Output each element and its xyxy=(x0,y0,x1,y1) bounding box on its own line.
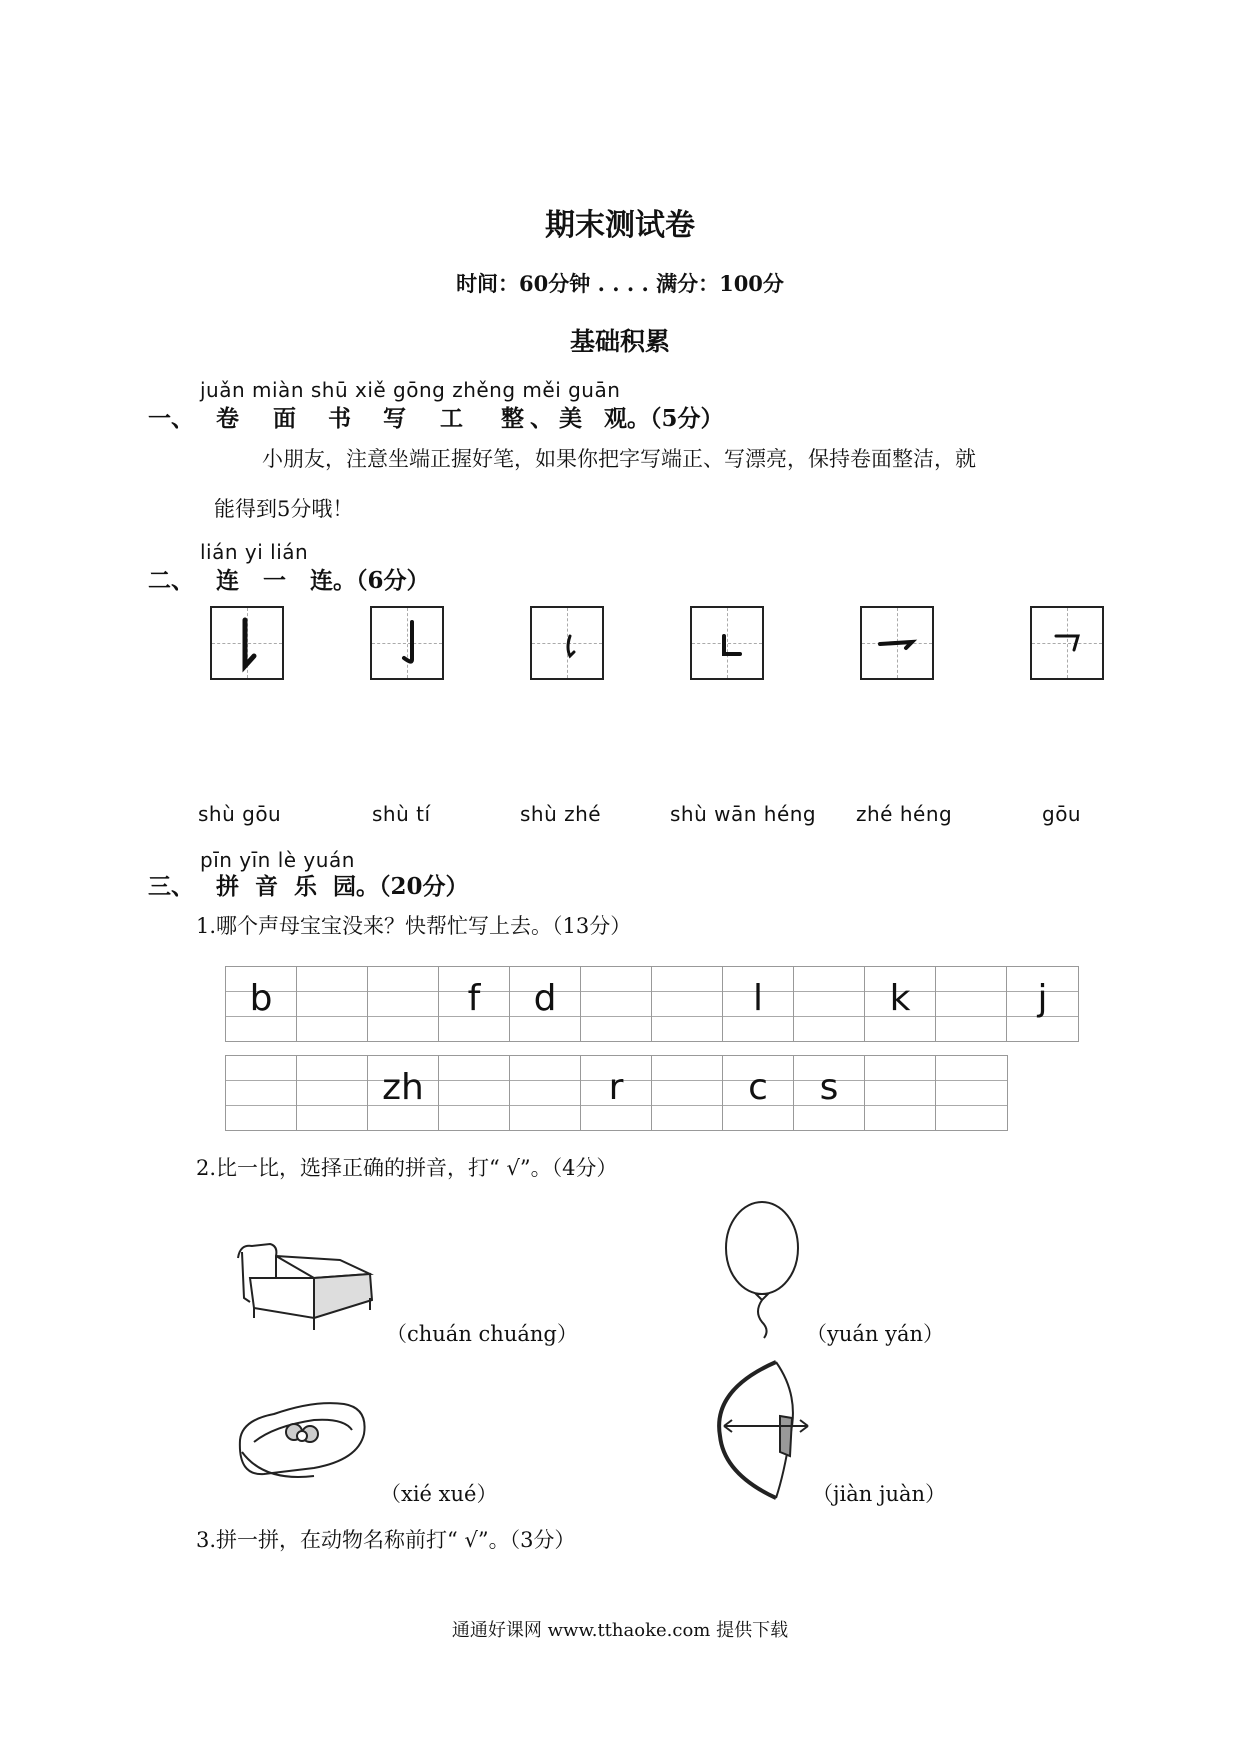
q3-char: 音 xyxy=(255,873,278,900)
pinyin-grid-row-2 xyxy=(225,1055,1008,1131)
q3-sub2: 2.比一比，选择正确的拼音，打“ √”。（4分） xyxy=(196,1156,618,1180)
grid-cell[interactable]: d xyxy=(510,967,581,1041)
stroke-heng-gou-icon xyxy=(862,608,936,682)
q2-char: 连 xyxy=(216,567,239,594)
stroke-shu-gou-icon xyxy=(372,608,446,682)
q3-title xyxy=(148,868,469,901)
grid-cell[interactable] xyxy=(510,1056,581,1130)
stroke-box[interactable] xyxy=(210,606,284,680)
q3-score: 。（20分） xyxy=(356,873,469,900)
stroke-box[interactable] xyxy=(1030,606,1104,680)
stroke-name[interactable]: zhé héng xyxy=(856,802,953,826)
q3-char: 乐 xyxy=(294,873,317,900)
q1-pinyin: juǎn miàn shū xiě gōng zhěng měi guān xyxy=(200,378,621,402)
q2-number: 二、 xyxy=(148,567,194,594)
stroke-shu-ti-icon xyxy=(212,608,286,682)
grid-cell[interactable]: c xyxy=(723,1056,794,1130)
grid-cell[interactable] xyxy=(297,1056,368,1130)
grid-cell[interactable] xyxy=(936,967,1007,1041)
q1-char: 美 xyxy=(559,405,582,432)
balloon-icon xyxy=(718,1196,808,1346)
stroke-name[interactable]: shù gōu xyxy=(198,802,282,826)
q1-char: 观 xyxy=(604,405,627,432)
stroke-name[interactable]: shù zhé xyxy=(520,802,602,826)
q1-char: 书 xyxy=(328,405,351,432)
stroke-heng-zhe-icon xyxy=(1032,608,1106,682)
q1-char: 写 xyxy=(383,405,406,432)
stroke-gou-icon xyxy=(532,608,606,682)
grid-cell[interactable] xyxy=(865,1056,936,1130)
bed-icon xyxy=(230,1238,380,1338)
q3-pinyin: pīn yīn lè yuán xyxy=(200,848,355,872)
grid-cell[interactable]: b xyxy=(226,967,297,1041)
grid-cell[interactable] xyxy=(652,967,723,1041)
stroke-shu-zhe-icon xyxy=(692,608,766,682)
q1-char: 卷 xyxy=(216,405,239,432)
bow-and-arrow-icon xyxy=(710,1356,820,1506)
q2-score: 。（6分） xyxy=(333,567,430,594)
grid-cell[interactable] xyxy=(581,967,652,1041)
grid-cell[interactable]: k xyxy=(865,967,936,1041)
grid-cell[interactable]: s xyxy=(794,1056,865,1130)
pinyin-grid-row-1 xyxy=(225,966,1079,1042)
q1-char: 整 xyxy=(501,405,524,432)
grid-cell[interactable]: zh xyxy=(368,1056,439,1130)
choice-balloon[interactable]: （yuán yán） xyxy=(806,1322,945,1346)
q1-score: 。（5分） xyxy=(627,405,724,432)
stroke-name[interactable]: gōu xyxy=(1042,802,1082,826)
shoe-icon xyxy=(234,1390,374,1490)
q1-instructions-line1: 小朋友，注意坐端正握好笔，如果你把字写端正、写漂亮，保持卷面整洁，就 xyxy=(262,447,976,471)
grid-cell[interactable] xyxy=(368,967,439,1041)
grid-cell[interactable] xyxy=(297,967,368,1041)
q1-number: 一、 xyxy=(148,405,194,432)
q1-title xyxy=(148,400,724,433)
stroke-box[interactable] xyxy=(690,606,764,680)
stroke-box[interactable] xyxy=(860,606,934,680)
q1-instructions-line2: 能得到5分哦！ xyxy=(214,497,354,521)
grid-cell[interactable]: f xyxy=(439,967,510,1041)
page-footer: 通通好课网 www.tthaoke.com 提供下载 xyxy=(451,1620,789,1641)
q3-sub3: 3.拼一拼，在动物名称前打“ √”。（3分） xyxy=(196,1528,576,1552)
stroke-name[interactable]: shù tí xyxy=(372,802,431,826)
q3-sub1: 1.哪个声母宝宝没来？快帮忙写上去。（13分） xyxy=(196,914,632,938)
q2-char: 一 xyxy=(263,567,286,594)
q2-char: 连 xyxy=(310,567,333,594)
grid-cell[interactable] xyxy=(794,967,865,1041)
grid-cell[interactable]: l xyxy=(723,967,794,1041)
page-title: 期末测试卷 xyxy=(545,208,695,243)
stroke-box[interactable] xyxy=(370,606,444,680)
grid-cell[interactable]: r xyxy=(581,1056,652,1130)
grid-cell[interactable]: j xyxy=(1007,967,1078,1041)
q3-char: 拼 xyxy=(216,873,239,900)
exam-info: 时间：60分钟 . . . . 满分：100分 xyxy=(456,271,784,296)
q1-char: 面 xyxy=(273,405,296,432)
q3-char: 园 xyxy=(333,873,356,900)
q1-char: 工 xyxy=(440,405,463,432)
grid-cell[interactable] xyxy=(652,1056,723,1130)
grid-cell[interactable] xyxy=(936,1056,1007,1130)
q3-number: 三、 xyxy=(148,873,194,900)
q1-char: 、 xyxy=(530,405,553,432)
choice-bed[interactable]: （chuán chuáng） xyxy=(386,1322,578,1346)
q2-pinyin: lián yi lián xyxy=(200,540,309,564)
choice-bow[interactable]: （jiàn juàn） xyxy=(812,1482,947,1506)
grid-cell[interactable] xyxy=(439,1056,510,1130)
q2-title xyxy=(148,562,430,595)
grid-cell[interactable] xyxy=(226,1056,297,1130)
choice-shoe[interactable]: （xié xué） xyxy=(380,1482,498,1506)
section-heading: 基础积累 xyxy=(569,327,670,356)
stroke-name[interactable]: shù wān héng xyxy=(670,802,817,826)
stroke-box[interactable] xyxy=(530,606,604,680)
